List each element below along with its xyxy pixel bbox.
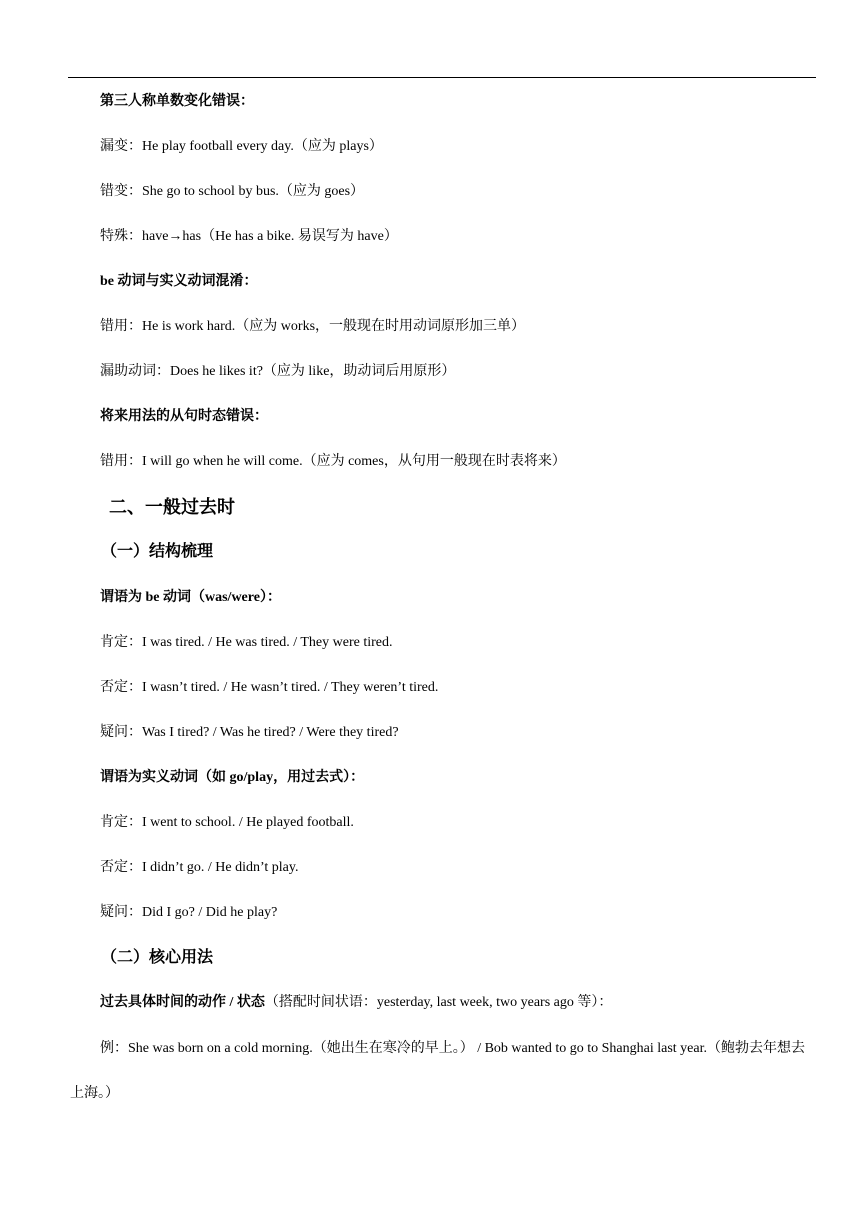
example-line: 否定：I wasn’t tired. / He wasn’t tired. / They weren’t tired. — [100, 680, 439, 695]
example-line: 错用：I will go when he will come.（应为 comes，从句用一般现在时表将来） — [100, 454, 566, 469]
section-label-future-clause: 将来用法的从句时态错误： — [100, 409, 268, 424]
heading-structure: （一）结构梳理 — [101, 543, 214, 560]
example-line: 肯定：I was tired. / He was tired. / They were tired. — [100, 635, 393, 650]
usage-line — [100, 994, 612, 1012]
heading-core-usage: （二）核心用法 — [101, 949, 214, 966]
example-line: 肯定：I went to school. / He played football. — [100, 815, 354, 830]
example-line: 错变：She go to school by bus.（应为 goes） — [100, 184, 365, 199]
example-line: 疑问：Was I tired? / Was he tired? / Were they tired? — [100, 725, 399, 740]
section-label-be-predicate: 谓语为 be 动词（was/were）： — [100, 590, 281, 605]
usage-label: 过去具体时间的动作 / 状态 — [100, 995, 265, 1010]
example-paragraph: 例：She was born on a cold morning.（她出生在寒冷的早上。） / Bob wanted to go to Shanghai last year.（鲍勃去年想去上海。） — [70, 1041, 805, 1101]
section-label-be-verb: be 动词与实义动词混淆： — [100, 274, 258, 289]
example-line: 否定：I didn’t go. / He didn’t play. — [100, 860, 299, 875]
example-line: 漏助动词：Does he likes it?（应为 like，助动词后用原形） — [100, 364, 456, 379]
header-rule — [68, 77, 816, 78]
example-line: 错用：He is work hard.（应为 works，一般现在时用动词原形加三单） — [100, 319, 526, 334]
example-line: 漏变：He play football every day.（应为 plays） — [100, 139, 383, 154]
usage-time-adverbials: （搭配时间状语：yesterday, last week, two years ago 等）： — [264, 995, 613, 1010]
heading-simple-past: 二、一般过去时 — [109, 497, 235, 517]
example-line: 疑问：Did I go? / Did he play? — [100, 905, 278, 920]
section-label-third-person: 第三人称单数变化错误： — [100, 94, 254, 109]
example-line: 特殊：have→has（He has a bike. 易误写为 have） — [100, 229, 398, 244]
section-label-notional-verb: 谓语为实义动词（如 go/play，用过去式）： — [100, 770, 365, 785]
